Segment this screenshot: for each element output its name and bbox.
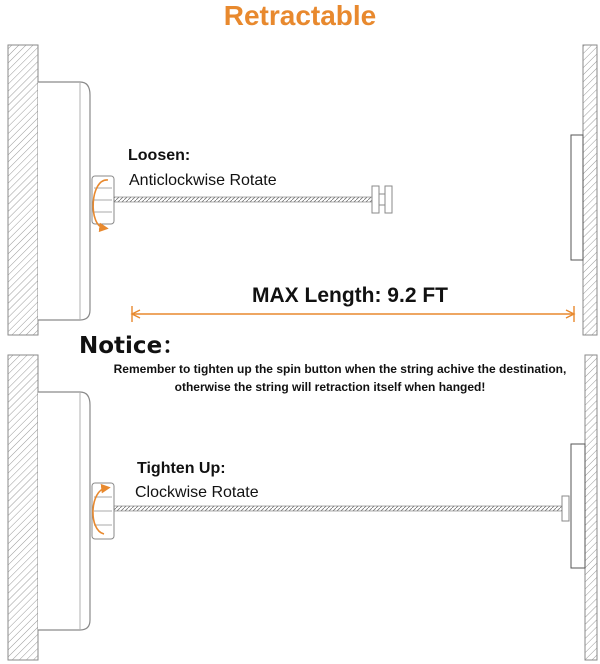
end-clip-top <box>372 186 379 213</box>
right-wall-top <box>583 45 597 335</box>
reel-housing-bottom <box>38 392 90 630</box>
right-wall-bottom <box>585 355 597 660</box>
end-clip-bottom <box>562 496 569 521</box>
loosen-action-label: Anticlockwise Rotate <box>129 172 277 189</box>
page-title: Retractable <box>223 0 377 31</box>
notice-heading: Notice： <box>79 333 186 359</box>
tighten-heading: Tighten Up: <box>137 460 226 477</box>
wall-plate-bottom <box>571 444 585 568</box>
loosen-heading: Loosen: <box>128 147 191 164</box>
rope-bottom <box>114 506 562 511</box>
reel-housing-top <box>38 82 90 320</box>
tighten-diagram <box>8 355 597 660</box>
wall-plate-top <box>571 135 583 260</box>
rope-top <box>114 197 376 202</box>
notice-text-line-2: otherwise the string will retraction itself when hanged! <box>174 380 486 394</box>
left-wall-bottom <box>8 355 38 660</box>
notice-text-line-1: Remember to tighten up the spin button when the string achive the destination, <box>113 362 567 376</box>
tighten-action-label: Clockwise Rotate <box>135 484 259 501</box>
left-wall-top <box>8 45 38 335</box>
max-length-label: MAX Length: 9.2 FT <box>252 284 448 307</box>
